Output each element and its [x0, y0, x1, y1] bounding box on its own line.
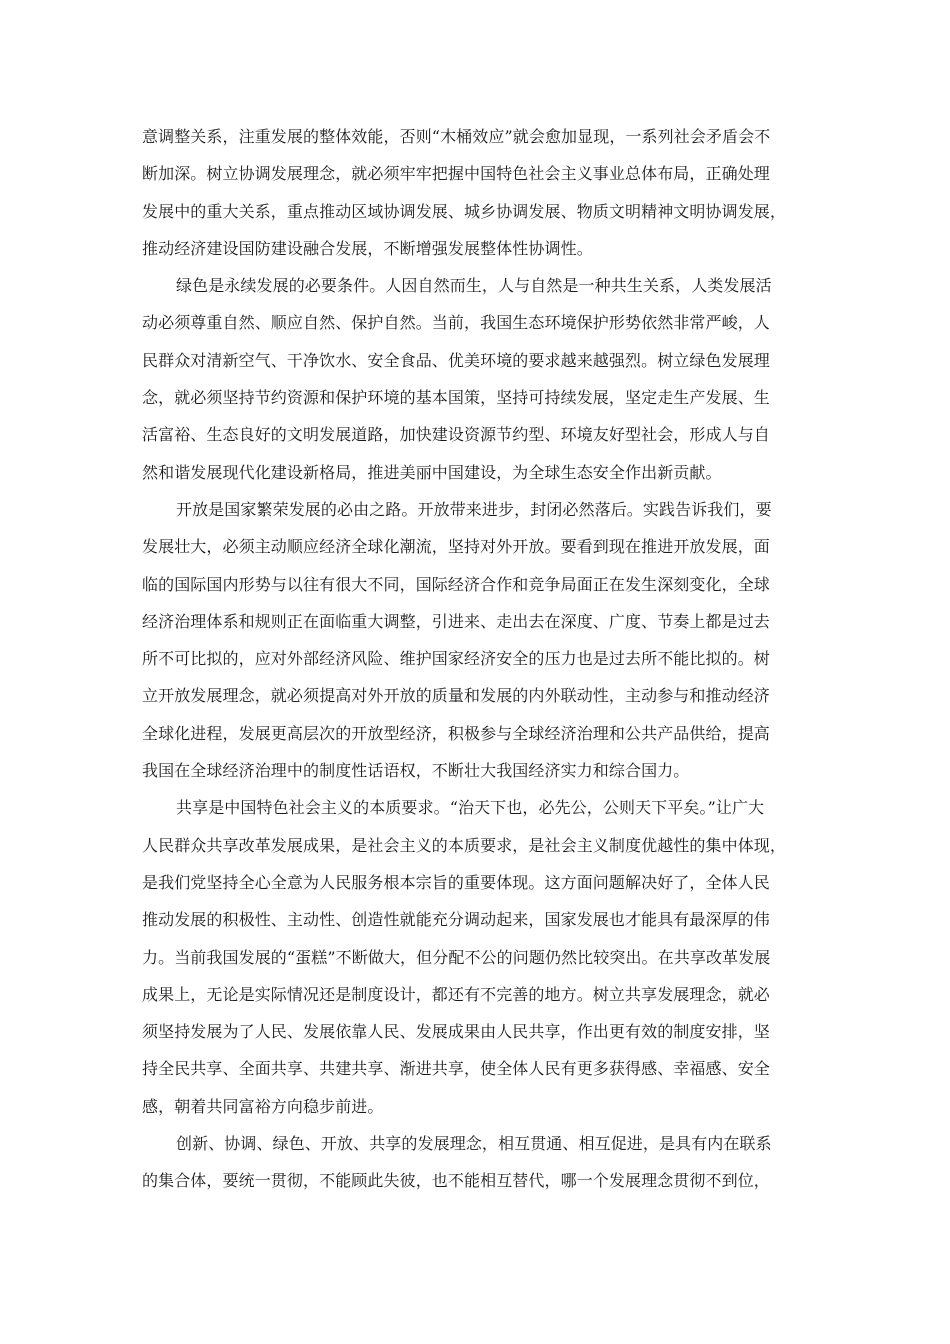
document-page: [142, 118, 814, 1200]
text-line: 感，朝着共同富裕方向稳步前进。: [142, 1096, 384, 1116]
text-line: 意调整关系，注重发展的整体效能，否则“木桶效应”就会愈加显现，一系列社会矛盾会不: [142, 127, 771, 146]
text-line: 须坚持发展为了人民、发展依靠人民、发展成果由人民共享，作出更有效的制度安排，坚: [142, 1022, 770, 1042]
text-line: 共享是中国特色社会主义的本质要求。“治天下也，必先公，公则天下平矣。”让广大: [176, 798, 765, 818]
text-line: 是我们党坚持全心全意为人民服务根本宗旨的重要体现。这方面问题解决好了，全体人民: [142, 872, 770, 892]
text-line: 绿色是永续发展的必要条件。人因自然而生，人与自然是一种共生关系，人类发展活: [176, 276, 772, 296]
text-line: 立开放发展理念，就必须提高对外开放的质量和发展的内外联动性，主动参与和推动经济: [142, 686, 770, 706]
text-line: 创新、协调、绿色、开放、共享的发展理念，相互贯通、相互促进，是具有内在联系: [176, 1134, 772, 1154]
text-line: 的集合体，要统一贯彻，不能顾此失彼，也不能相互替代，哪一个发展理念贯彻不到位，: [142, 1171, 770, 1191]
text-line: 发展壮大，必须主动顺应经济全球化潮流，坚持对外开放。要看到现在推进开放发展，面: [142, 537, 770, 557]
text-line: 然和谐发展现代化建设新格局，推进美丽中国建设，为全球生态安全作出新贡献。: [142, 462, 722, 482]
text-line: 断加深。树立协调发展理念，就必须牢牢把握中国特色社会主义事业总体布局，正确处理: [142, 164, 770, 184]
text-line: 念，就必须坚持节约资源和保护环境的基本国策，坚持可持续发展，坚定走生产发展、生: [142, 388, 770, 408]
text-line: 全球化进程，发展更高层次的开放型经济，积极参与全球经济治理和公共产品供给，提高: [142, 723, 770, 743]
text-line: 推动经济建设国防建设融合发展，不断增强发展整体性协调性。: [142, 238, 593, 258]
text-line: 人民群众共享改革发展成果，是社会主义的本质要求，是社会主义制度优越性的集中体现，: [142, 835, 787, 855]
text-line: 动必须尊重自然、顺应自然、保护自然。当前，我国生态环境保护形势依然非常严峻，人: [142, 313, 770, 333]
text-line: 我国在全球经济治理中的制度性话语权，不断壮大我国经济实力和综合国力。: [142, 761, 690, 781]
text-line: 力。当前我国发展的“蛋糕”不断做大，但分配不公的问题仍然比较突出。在共享改革发展: [142, 947, 771, 967]
text-line: 民群众对清新空气、干净饮水、安全食品、优美环境的要求越来越强烈。树立绿色发展理: [142, 350, 770, 370]
text-line: 持全民共享、全面共享、共建共享、渐进共享，使全体人民有更多获得感、幸福感、安全: [142, 1059, 770, 1079]
text-line: 开放是国家繁荣发展的必由之路。开放带来进步，封闭必然落后。实践告诉我们，要: [176, 499, 772, 519]
text-line: 临的国际国内形势与以往有很大不同，国际经济合作和竞争局面正在发生深刻变化，全球: [142, 574, 770, 594]
text-line: 成果上，无论是实际情况还是制度设计，都还有不完善的地方。树立共享发展理念，就必: [142, 984, 770, 1004]
text-line: 活富裕、生态良好的文明发展道路，加快建设资源节约型、环境友好型社会，形成人与自: [142, 425, 770, 445]
text-line: 发展中的重大关系，重点推动区域协调发展、城乡协调发展、物质文明精神文明协调发展，: [142, 201, 787, 221]
text-line: 经济治理体系和规则正在面临重大调整，引进来、走出去在深度、广度、节奏上都是过去: [142, 611, 770, 631]
text-line: 推动发展的积极性、主动性、创造性就能充分调动起来，国家发展也才能具有最深厚的伟: [142, 910, 770, 930]
text-line: 所不可比拟的，应对外部经济风险、维护国家经济安全的压力也是过去所不能比拟的。树: [142, 649, 770, 669]
